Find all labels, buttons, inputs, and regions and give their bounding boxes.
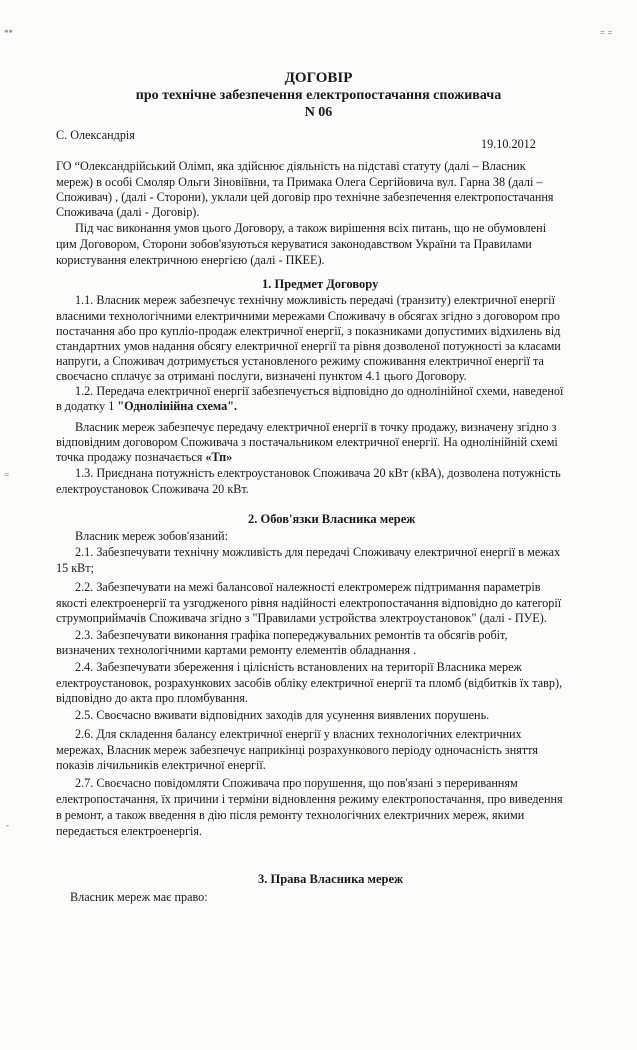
section-2-line: показів лічильників електричної енергії.	[56, 758, 266, 772]
document-number: N 06	[304, 105, 333, 120]
scan-artifact: = =	[600, 28, 613, 38]
section-2-line: 2.3. Забезпечувати виконання графіка попереджувальних ремонтів та обсягів робіт,	[75, 628, 508, 642]
scan-artifact: -	[6, 820, 9, 830]
section-2-line: 15 кВт;	[56, 561, 94, 575]
section-1-line: 1.3. Приєднана потужність електроустановок Споживача 20 кВт (кВА), дозволена потужність	[75, 466, 561, 480]
section-2-line: 2.5. Своєчасно вживати відповідних заходів для усунення виявлених порушень.	[75, 708, 490, 722]
preamble-line: Споживач) , (далі - Сторони), уклали цей договір про технічне забезпечення електропостачання	[56, 190, 554, 204]
section-1-line: постачання або про купліо-продаж електричної енергії, з показниками допустимих відхилень від	[56, 324, 561, 338]
scan-artifact: **	[4, 28, 13, 38]
scheme-name: "Однолінійна схема".	[117, 399, 238, 413]
section-1-title: 1. Предмет Договору	[262, 277, 379, 291]
intro-line: користування електричною енергією (далі - ПКЕЕ).	[56, 253, 325, 267]
section-2-line: електроустановок, розрахункових засобів обліку електричної енергії та пломб (відбитків їх тавр),	[56, 676, 563, 690]
place: С. Олександрія	[56, 128, 135, 142]
section-2-line: 2.7. Своєчасно повідомляти Споживача про порушення, що пов'язані з перериванням	[75, 776, 518, 790]
section-2-line: визначених технологічними картами ремонту елементів обладнання .	[56, 643, 417, 657]
scan-artifact: =	[4, 470, 10, 480]
section-1-line	[56, 450, 232, 464]
section-2-line: електропостачання, їх причини і терміни відновлення режиму електропостачання, про виведення	[56, 792, 563, 806]
section-1-line: 1.2. Передача електричної енергії забезпечується відповідно до однолінійної схеми, наведеної	[75, 384, 564, 398]
section-2-line: передається електроенергія.	[56, 824, 203, 838]
section-1-line: 1.1. Власник мереж забезпечує технічну можливість передачі (транзиту) електричної енергії	[75, 293, 555, 307]
section-1-line: власними технологічними електричними мережами Споживачу в обсягах згідно з договором про	[56, 309, 560, 323]
section-1-line: Власник мереж забезпечує передачу електричної енергії в точку продажу, визначену згідно з	[75, 420, 557, 434]
section-2-line: в ремонт, а також введення в дію після ремонту технологічних електричних мереж, якими	[56, 808, 525, 822]
section-2-line: 2.1. Забезпечувати технічну можливість для передачі Споживачу електричної енергії в межах	[75, 545, 561, 559]
document-subtitle: про технічне забезпечення електропостачання споживача	[135, 88, 502, 103]
preamble-line: ГО “Олександрійський Олімп, яка здійснює діяльність на підставі статуту (далі – Власник	[56, 159, 526, 173]
section-1-line: відповідним договором Споживача з постачальником електричної енергії. На однолінійній схемі	[56, 435, 558, 449]
section-1-line-text: в додатку 1	[56, 399, 118, 413]
section-1-line	[56, 399, 237, 413]
intro-line: Під час виконання умов цього Договору, а також вирішення всіх питань, що не обумовлені	[75, 221, 547, 235]
section-2-title: 2. Обов'язки Власника мереж	[248, 512, 416, 526]
section-2-line: мережах, Власник мереж забезпечує наприкінці розрахункового періоду одночасність зняття	[56, 743, 538, 757]
section-2-line: 2.6. Для складення балансу електричної енергії у власних технологічних електричних	[75, 727, 522, 741]
section-1-line: своєчасно сплачує за отримані послуги, визначені пунктом 4.1 цього Договору.	[56, 369, 467, 383]
section-3-line: Власник мереж має право:	[70, 890, 208, 904]
section-1-line: електроустановок Споживача 20 кВт.	[56, 482, 249, 496]
preamble-line: Споживача (далі - Договір).	[56, 205, 200, 219]
section-2-line: 2.2. Забезпечувати на межі балансової належності електромереж підтримання параметрів	[75, 580, 541, 594]
section-2-line: струмоприймачів Споживача згідно з "Правилами устройства электроустановок" (далі - ПУЕ).	[56, 611, 547, 625]
preamble-line: мереж) в особі Смоляр Ольги Зіновіївни, та Примака Олега Сергійовича вул. Гарна 38 (далі –	[56, 175, 543, 189]
section-1-line-text: точка продажу позначається	[56, 450, 206, 464]
section-2-line: якості електроенергії та узгодженого рівня надійності електропостачання відповідно до категорії	[56, 596, 562, 610]
intro-line: цим Договором, Сторони зобов'язуються керуватися законодавством України та Правилами	[56, 237, 532, 251]
date: 19.10.2012	[481, 137, 536, 151]
section-2-line: відповідно до акта про пломбування.	[56, 691, 248, 705]
document-title: ДОГОВІР	[284, 70, 353, 86]
sale-point-mark: «Тп»	[205, 450, 233, 464]
section-3-title: 3. Права Власника мереж	[258, 872, 404, 886]
section-1-line: напруги, а Споживач дотримується установленого режиму споживання електричної енергії та	[56, 354, 544, 368]
section-1-line: стандартних умов надання обсягу електричної енергії та рівня дозволеної потужності за класами	[56, 339, 561, 353]
section-2-line: 2.4. Забезпечувати збереження і цілісність встановлених на території Власника мереж	[75, 660, 522, 674]
section-2-line: Власник мереж зобов'язаний:	[75, 529, 228, 543]
